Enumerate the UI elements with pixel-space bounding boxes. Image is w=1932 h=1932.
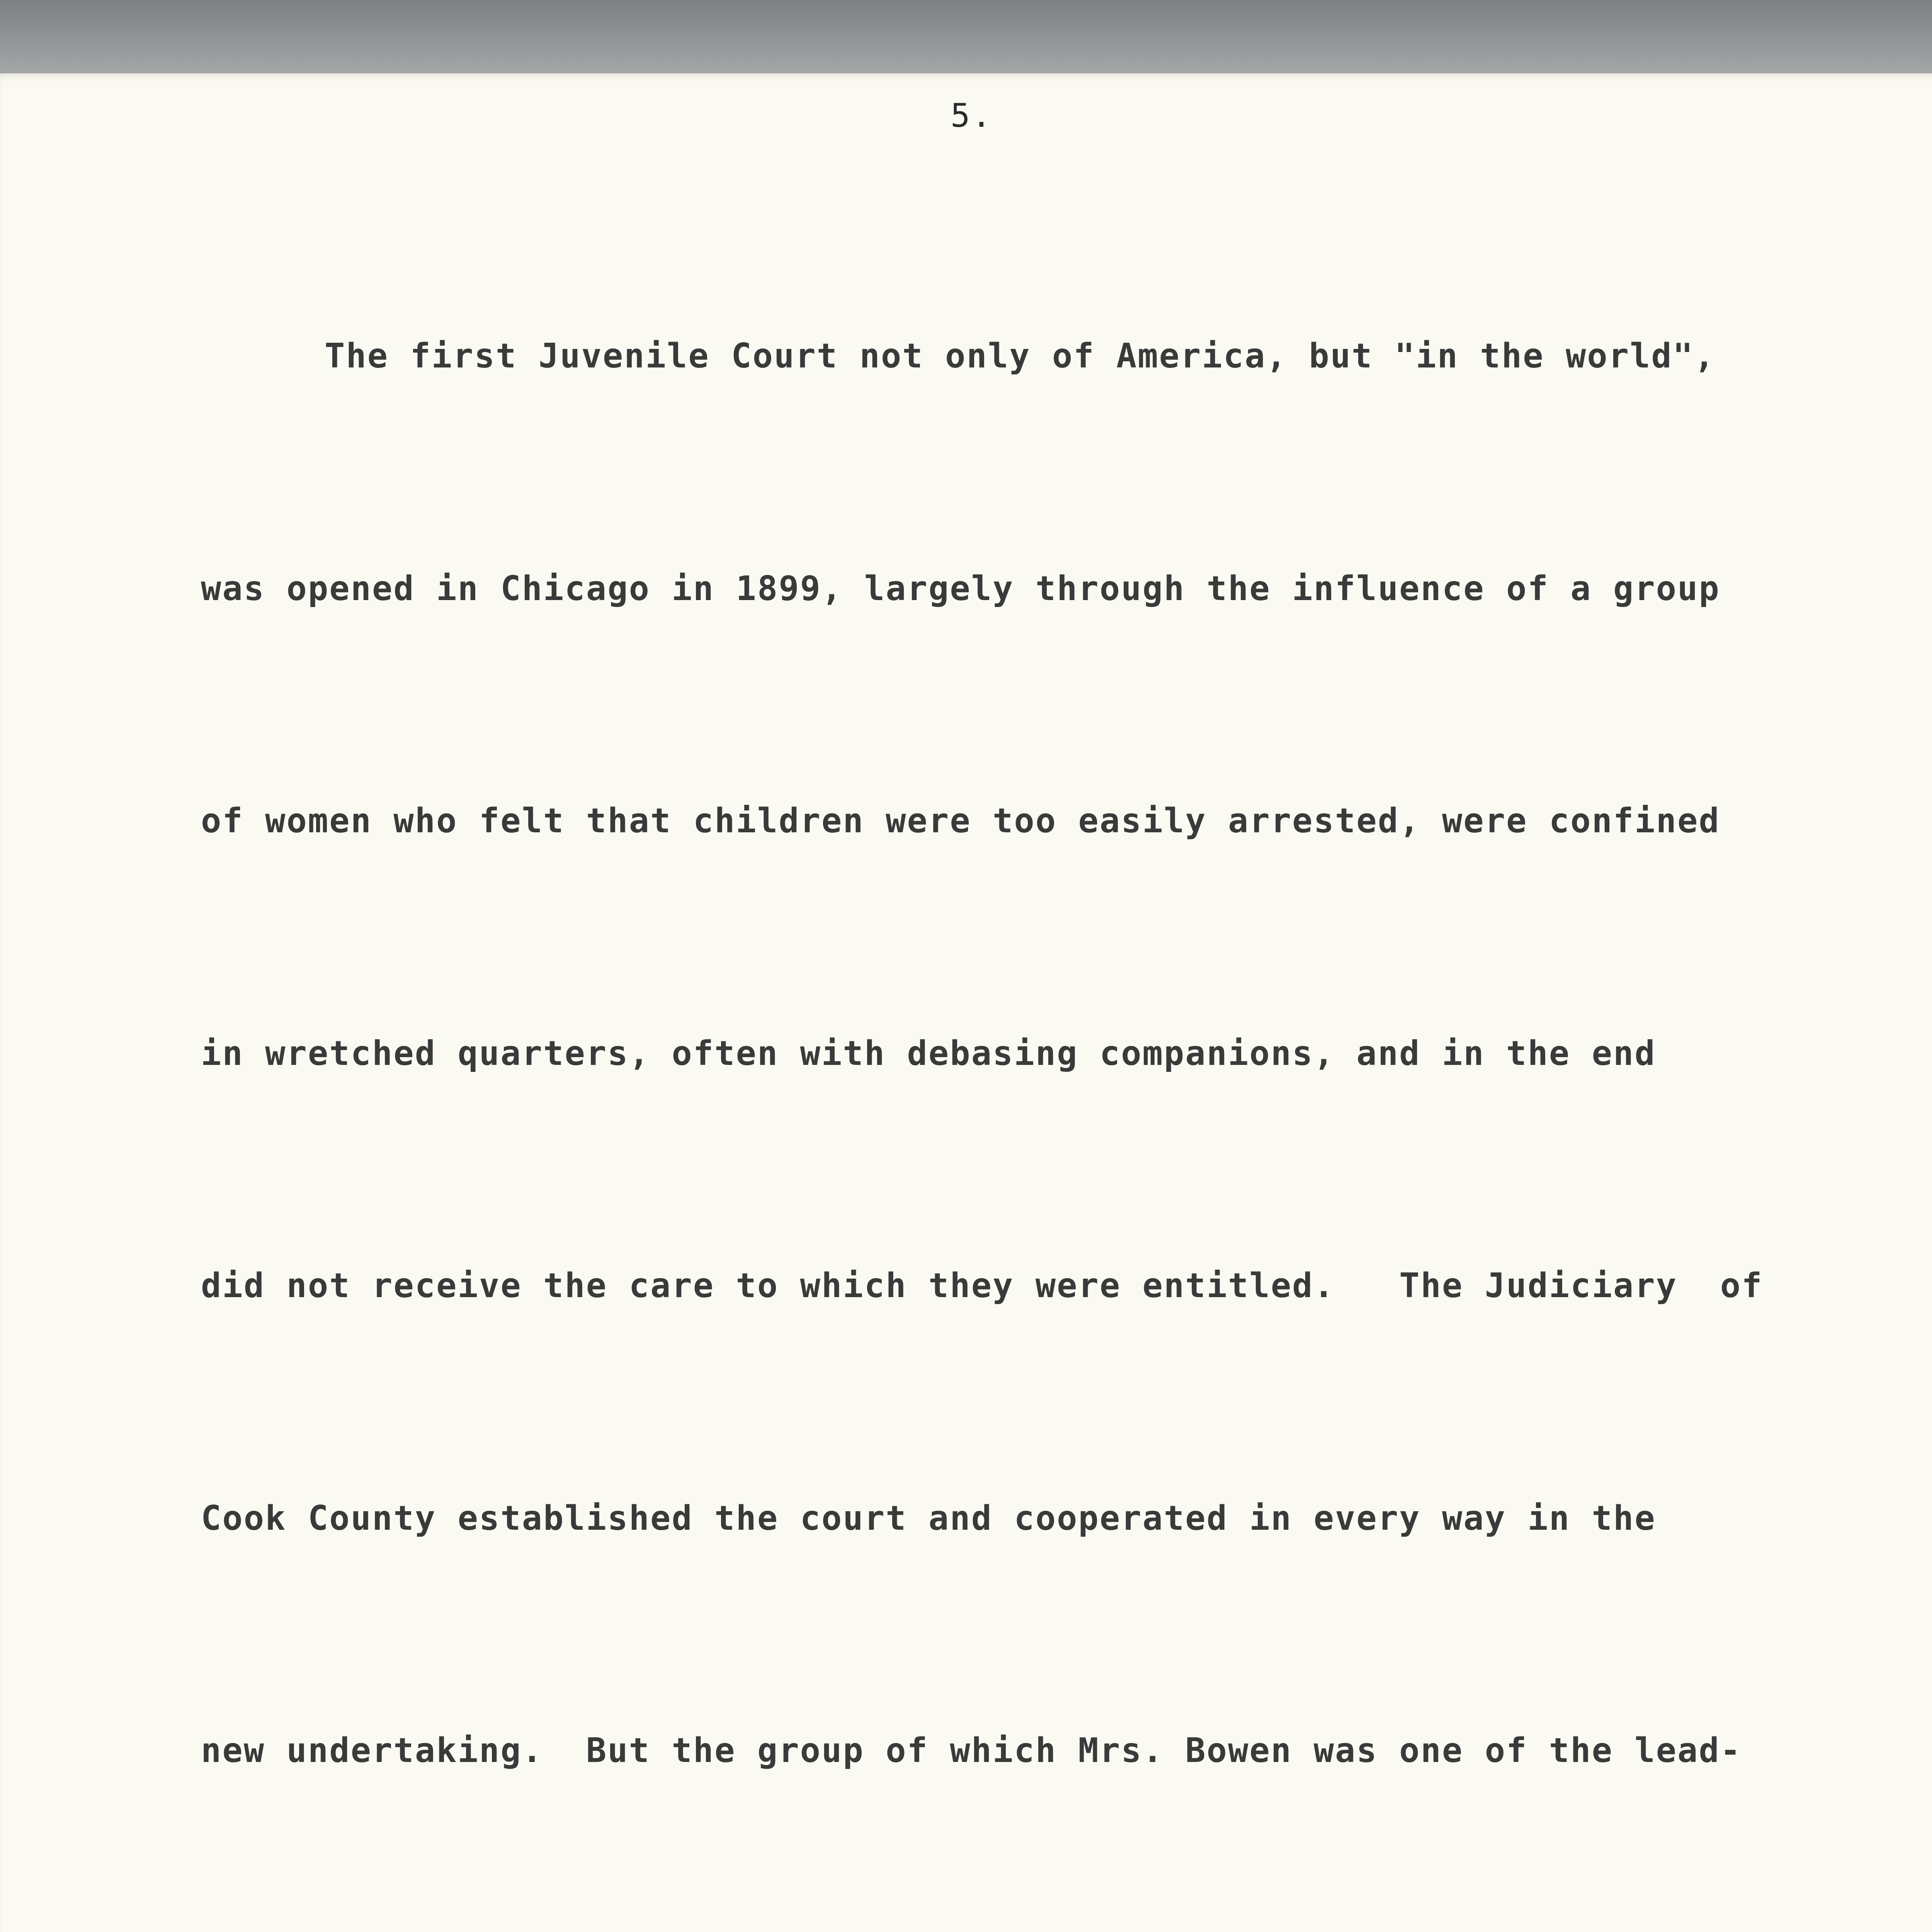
text-line: of women who felt that children were too easily arrested, were confined	[201, 801, 1720, 840]
text-line: was opened in Chicago in 1899, largely through the influence of a group	[201, 568, 1720, 608]
text-line: new undertaking. But the group of which Mrs. Bowen was one of the lead-	[201, 1731, 1742, 1770]
body-text	[201, 162, 1932, 1932]
text-line: The first Juvenile Court not only of America, but "in the world",	[325, 336, 1716, 376]
text-line: did not receive the care to which they were entitled. The Judiciary of	[201, 1266, 1763, 1305]
typewritten-page	[0, 73, 1932, 1932]
text-line: in wretched quarters, often with debasing companions, and in the end	[201, 1033, 1656, 1073]
text-line: Cook County established the court and cooperated in every way in the	[201, 1498, 1656, 1538]
page-number: 5.	[951, 97, 993, 134]
scanner-top-edge	[0, 0, 1932, 73]
